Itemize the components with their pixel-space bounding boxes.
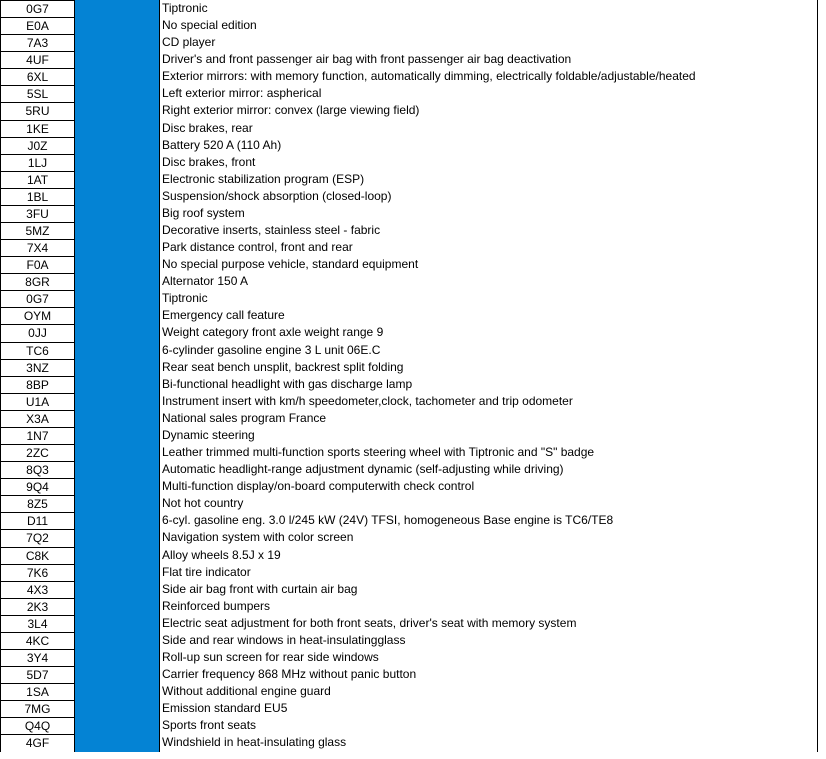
- option-code-cell[interactable]: 5MZ: [1, 222, 74, 239]
- option-description-cell[interactable]: Suspension/shock absorption (closed-loop): [162, 188, 392, 203]
- option-code-cell[interactable]: 3Y4: [1, 649, 74, 666]
- option-description-cell[interactable]: 6-cylinder gasoline engine 3 L unit 06E.C: [162, 342, 381, 357]
- option-code-cell[interactable]: 8Q3: [1, 461, 74, 478]
- description-column: [159, 0, 818, 752]
- option-code-cell[interactable]: 7MG: [1, 700, 74, 717]
- option-code-cell[interactable]: 7Q2: [1, 529, 74, 546]
- option-code-cell[interactable]: 1LJ: [1, 154, 74, 171]
- option-code-cell[interactable]: J0Z: [1, 137, 74, 154]
- option-code-cell[interactable]: E0A: [1, 17, 74, 34]
- option-code-cell[interactable]: 4KC: [1, 632, 74, 649]
- option-code-cell[interactable]: 4GF: [1, 734, 74, 751]
- option-description-cell[interactable]: Alloy wheels 8.5J x 19: [162, 547, 281, 562]
- option-code-cell[interactable]: X3A: [1, 410, 74, 427]
- option-code-cell[interactable]: 5RU: [1, 102, 74, 119]
- option-code-cell[interactable]: 0G7: [1, 290, 74, 307]
- option-description-cell[interactable]: Multi-function display/on-board computerwith check control: [162, 479, 475, 494]
- code-column: [0, 0, 75, 752]
- option-code-cell[interactable]: TC6: [1, 342, 74, 359]
- option-description-cell[interactable]: Exterior mirrors: with memory function, automatically dimming, electrically foldable/adjustable/heated: [162, 69, 696, 84]
- option-code-cell[interactable]: 3NZ: [1, 359, 74, 376]
- option-code-cell[interactable]: 2ZC: [1, 444, 74, 461]
- option-description-cell[interactable]: Leather trimmed multi-function sports steering wheel with Tiptronic and "S" badge: [162, 445, 595, 460]
- option-code-cell[interactable]: 8Z5: [1, 495, 74, 512]
- option-description-cell[interactable]: Instrument insert with km/h speedometer,clock, tachometer and trip odometer: [162, 393, 573, 408]
- option-description-cell[interactable]: Disc brakes, front: [162, 154, 256, 169]
- option-code-cell[interactable]: C8K: [1, 547, 74, 564]
- option-description-cell[interactable]: Electric seat adjustment for both front seats, driver's seat with memory system: [162, 615, 577, 630]
- option-description-cell[interactable]: Weight category front axle weight range 9: [162, 325, 384, 340]
- option-code-cell[interactable]: D11: [1, 512, 74, 529]
- option-description-cell[interactable]: Navigation system with color screen: [162, 530, 354, 545]
- option-description-cell[interactable]: National sales program France: [162, 410, 327, 425]
- option-description-cell[interactable]: Reinforced bumpers: [162, 598, 271, 613]
- option-code-cell[interactable]: 2K3: [1, 598, 74, 615]
- option-code-cell[interactable]: 0JJ: [1, 324, 74, 341]
- option-description-cell[interactable]: Disc brakes, rear: [162, 120, 253, 135]
- option-code-cell[interactable]: 1BL: [1, 188, 74, 205]
- option-code-cell[interactable]: OYM: [1, 307, 74, 324]
- option-code-cell[interactable]: 1AT: [1, 171, 74, 188]
- option-description-cell[interactable]: Windshield in heat-insulating glass: [162, 735, 347, 750]
- option-description-cell[interactable]: Decorative inserts, stainless steel - fabric: [162, 223, 381, 238]
- option-description-cell[interactable]: Automatic headlight-range adjustment dynamic (self-adjusting while driving): [162, 462, 564, 477]
- option-code-cell[interactable]: 0G7: [1, 0, 74, 17]
- option-description-cell[interactable]: Emergency call feature: [162, 308, 285, 323]
- option-description-cell[interactable]: 6-cyl. gasoline eng. 3.0 l/245 kW (24V) TFSI, homogeneous Base engine is TC6/TE8: [162, 513, 614, 528]
- option-description-cell[interactable]: Alternator 150 A: [162, 274, 249, 289]
- option-description-cell[interactable]: Emission standard EU5: [162, 701, 288, 716]
- option-description-cell[interactable]: Electronic stabilization program (ESP): [162, 171, 365, 186]
- option-description-cell[interactable]: Flat tire indicator: [162, 564, 251, 579]
- option-code-cell[interactable]: 8GR: [1, 273, 74, 290]
- description-cells: [160, 0, 817, 751]
- option-description-cell[interactable]: Roll-up sun screen for rear side windows: [162, 649, 379, 664]
- option-description-cell[interactable]: Bi-functional headlight with gas discharge lamp: [162, 376, 413, 391]
- option-description-cell[interactable]: Right exterior mirror: convex (large viewing field): [162, 103, 420, 118]
- option-description-cell[interactable]: Side and rear windows in heat-insulatingglass: [162, 632, 406, 647]
- option-code-cell[interactable]: 6XL: [1, 68, 74, 85]
- option-code-cell[interactable]: 3FU: [1, 205, 74, 222]
- option-code-cell[interactable]: 8BP: [1, 376, 74, 393]
- option-code-cell[interactable]: 4UF: [1, 51, 74, 68]
- option-description-cell[interactable]: Left exterior mirror: aspherical: [162, 86, 322, 101]
- option-description-cell[interactable]: Not hot country: [162, 496, 244, 511]
- option-description-cell[interactable]: Carrier frequency 868 MHz without panic button: [162, 667, 417, 682]
- option-code-cell[interactable]: 7X4: [1, 239, 74, 256]
- code-cells: [1, 0, 74, 751]
- option-description-cell[interactable]: CD player: [162, 35, 216, 50]
- option-code-cell[interactable]: 1N7: [1, 427, 74, 444]
- option-description-cell[interactable]: Sports front seats: [162, 718, 257, 733]
- option-code-cell[interactable]: 9Q4: [1, 478, 74, 495]
- option-code-cell[interactable]: U1A: [1, 393, 74, 410]
- option-description-cell[interactable]: Without additional engine guard: [162, 684, 331, 699]
- option-description-cell[interactable]: Side air bag front with curtain air bag: [162, 581, 358, 596]
- option-code-cell[interactable]: 1SA: [1, 683, 74, 700]
- option-description-cell[interactable]: Driver's and front passenger air bag with front passenger air bag deactivation: [162, 52, 572, 67]
- option-description-cell[interactable]: No special purpose vehicle, standard equipment: [162, 257, 419, 272]
- option-code-cell[interactable]: Q4Q: [1, 717, 74, 734]
- option-code-cell[interactable]: 7K6: [1, 564, 74, 581]
- option-description-cell[interactable]: Park distance control, front and rear: [162, 240, 353, 255]
- option-code-cell[interactable]: 4X3: [1, 581, 74, 598]
- option-description-cell[interactable]: Tiptronic: [162, 1, 208, 15]
- option-code-cell[interactable]: F0A: [1, 256, 74, 273]
- option-code-cell[interactable]: 5D7: [1, 666, 74, 683]
- option-code-cell[interactable]: 5SL: [1, 85, 74, 102]
- option-description-cell[interactable]: Big roof system: [162, 205, 245, 220]
- option-code-cell[interactable]: 3L4: [1, 615, 74, 632]
- option-description-cell[interactable]: No special edition: [162, 18, 257, 33]
- option-code-cell[interactable]: 1KE: [1, 120, 74, 137]
- option-description-cell[interactable]: Tiptronic: [162, 291, 208, 306]
- blank-blue-column: [75, 0, 159, 752]
- option-code-cell[interactable]: 7A3: [1, 34, 74, 51]
- option-description-cell[interactable]: Rear seat bench unsplit, backrest split folding: [162, 359, 404, 374]
- option-description-cell[interactable]: Dynamic steering: [162, 427, 255, 442]
- option-description-cell[interactable]: Battery 520 A (110 Ah): [162, 137, 282, 152]
